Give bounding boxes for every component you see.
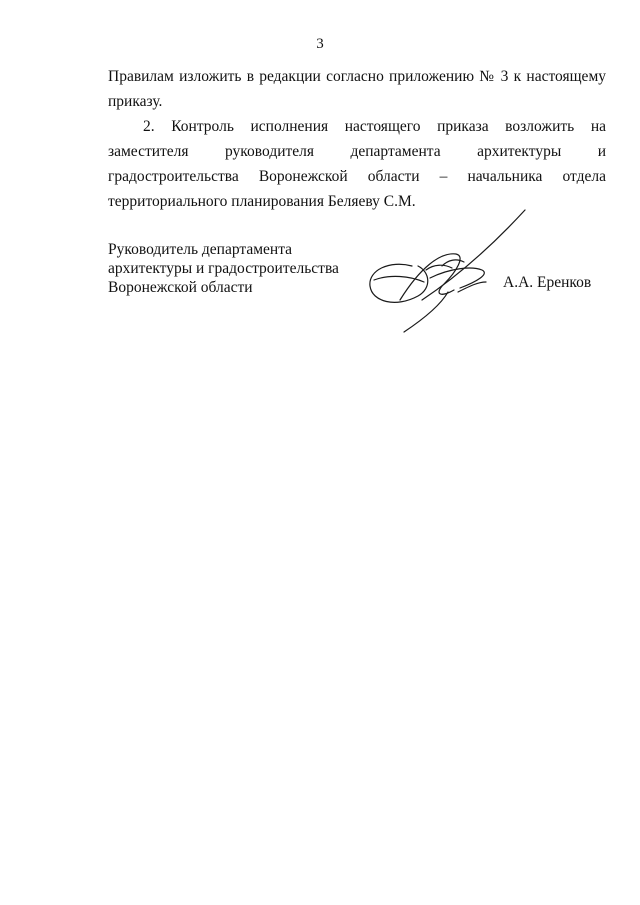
page-number: 3	[316, 36, 324, 52]
order-text	[108, 64, 606, 214]
signer-position-line: Руководитель департамента	[108, 241, 293, 258]
paragraph-continuation: Правилам изложить в редакции согласно приложению № 3 к настоящему приказу.	[108, 68, 606, 110]
signer-name: А.А. Еренков	[503, 274, 592, 291]
handwritten-signature	[360, 208, 560, 338]
signer-position-line: архитектуры и градостроительства	[108, 260, 339, 277]
signer-position	[108, 240, 339, 297]
paragraph-control-clause: 2. Контроль исполнения настоящего приказа возложить на заместителя руководителя департамента архитектуры и градостроительства Воронежской области – начальника отдела территориального планирования Беляеву С.М.	[108, 118, 606, 210]
signer-position-line: Воронежской области	[108, 279, 253, 296]
